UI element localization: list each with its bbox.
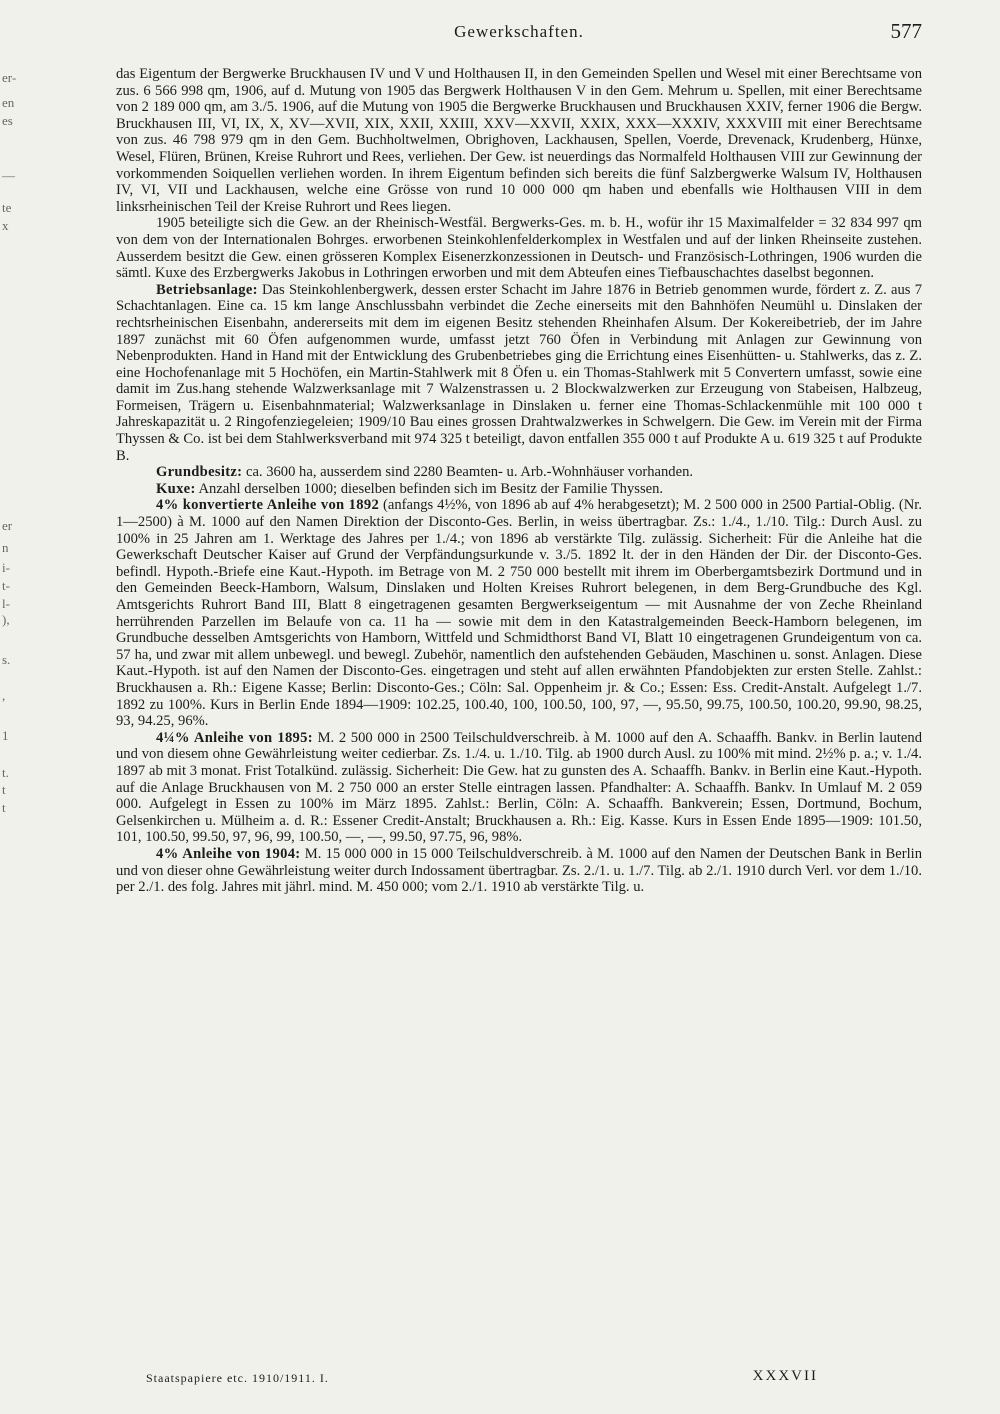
section-label: Grundbesitz:: [156, 464, 243, 481]
page-footer: [146, 1368, 818, 1388]
left-margin-fragments: [0, 0, 20, 1414]
margin-fragment: en: [2, 95, 15, 110]
margin-fragment: t.: [2, 765, 9, 780]
paragraph-participation: 1905 beteiligte sich die Gew. an der Rheinisch-Westfäl. Bergwerks-Ges. m. b. H., wofür ihr 15 Maximalfelder = 32 834 997 qm von dem von der Internationalen Bohrges. erworbenen Steinkohlenfelderkomplex in Westfalen und auf der linken Rheinseite zustehen. Ausserdem besitzt die Gew. einen grösseren Komplex Eisenerzkonzessionen in Deutsch- und Französisch-Lothringen, 1906 wurden die sämtl. Kuxe des Erzbergwerks Jakobus in Lothringen erworben und mit dem Abteufen eines Tiefbauschachtes daselbst begonnen.: [116, 215, 922, 282]
margin-fragment: l-: [2, 596, 10, 611]
margin-fragment: er: [2, 518, 13, 533]
section-label: 4% konvertierte Anleihe von 1892: [156, 497, 380, 514]
section-text: Anzahl derselben 1000; dieselben befinden sich im Besitz der Familie Thyssen.: [195, 480, 664, 497]
section-label: Kuxe:: [156, 480, 196, 497]
section-kuxe: [116, 481, 922, 498]
margin-fragment: er-: [2, 70, 17, 85]
section-text: M. 2 500 000 in 2500 Teilschuldverschreib. à M. 1000 auf den A. Schaaffh. Bankv. in Berlin lautend und von diesem ohne Gewährleistung weiter cedierbar. Zs. 1./4. u. 1./10. Tilg. ab 1900 durch Ausl. zu 100% mit mind. 2½% p. a.; v. 1./4. 1897 ab mit 3 monat. Frist Totalkünd. zulässig. Sicherheit: Die Gew. hat zu gunsten des A. Schaaffh. Bankv. in Berlin eine Kaut.-Hypoth. auf die Anlage Bruckhausen von M. 2 750 000 an erster Stelle eintragen lassen. Pfandhalter: A. Schaaffh. Bankv. In Umlauf M. 2 059 000. Aufgelegt in Essen zu 100% im März 1895. Zahlst.: Berlin, Cöln: A. Schaaffh. Bankverein; Essen, Dortmund, Bochum, Gelsenkirchen u. Mülheim a. d. R.: Essener Credit-Anstalt; Bruckhausen a. Rh.: Eig. Kasse. Kurs in Essen Ende 1895—1909: 101.50, 101, 100.50, 99.50, 97, 96, 99, 100.50, —, —, 99.50, 97.75, 96, 98%.: [116, 729, 922, 846]
page-number: 577: [890, 19, 922, 43]
margin-fragment: t: [2, 782, 6, 797]
section-label: 4% Anleihe von 1904:: [156, 845, 301, 862]
margin-fragment: x: [2, 218, 9, 233]
margin-fragment: te: [2, 200, 12, 215]
section-anleihe-1895: [116, 730, 922, 846]
footer-source: Staatspapiere etc. 1910/1911. I.: [146, 1371, 329, 1385]
paragraph-ownership: das Eigentum der Bergwerke Bruckhausen IV und V und Holthausen II, in den Gemeinden Spellen und Wesel mit einer Berechtsame von zus. 6 566 998 qm, 1906, auf d. Mutung von 1905 das Bergwerk Holthausen V in den Gem. Mehrum u. Spellen, mit einer Berechtsame von 2 189 000 qm, am 3./5. 1906, auf die Mutung von 1905 die Bergwerke Bruckhausen und Bruckhausen XXIV, ferner 1906 die Bergw. Bruckhausen III, VI, IX, X, XV—XVII, XIX, XXII, XXIII, XXV—XXVII, XXIX, XXX—XXXIV, XXXVIII mit einer Berechtsame von zus. 46 798 979 qm in den Gem. Buchholtwelmen, Obrighoven, Lackhausen, Spellen, Voerde, Drevenack, Krudenberg, Hünxe, Wesel, Flüren, Brünen, Kreise Ruhrort und Rees, verliehen. Der Gew. ist neuerdings das Normalfeld Holthausen VIII zur Gewinnung der vorkommenden Soiquellen verliehen worden. In ihrem Eigentum befinden sich bereits die fünf Salzbergwerke Walsum IV, Holthausen IV, VI, VII und Lackhausen, welche eine Grösse von rund 10 000 000 qm haben und ebenfalls wie Holthausen VIII in dem linksrheinischen Teil der Kreise Ruhrort und Rees liegen.: [116, 66, 922, 215]
section-label: Betriebsanlage:: [156, 281, 258, 298]
section-text: Das Steinkohlenbergwerk, dessen erster Schacht im Jahre 1876 in Betrieb genommen wurde, fördert z. Z. aus 7 Schachtanlagen. Eine ca. 15 km lange Anschlussbahn verbindet die Zeche einerseits mit den Bahnhöfen Neumühl u. Dinslaken der rechtsrheinischen Eisenbahn, andererseits mit dem im eigenen Besitz stehenden Rheinhafen Alsum. Der Kokereibetrieb, der im Jahre 1897 zunächst mit 60 Öfen aufgenommen wurde, umfasst jetzt 760 Öfen in Verbindung mit Anlagen zur Gewinnung von Nebenprodukten. Hand in Hand mit der Entwicklung des Grubenbetriebes ging die Errichtung eines Eisenhütten- u. Stahlwerks, das z. Z. eine Hochofenanlage mit 5 Hochöfen, ein Martin-Stahlwerk mit 8 Öfen u. ein Thomas-Stahlwerk mit 5 Convertern umfasst, sowie eine damit im Zus.hang stehende Walzwerksanlage mit 7 Walzenstrassen u. 2 Blockwalzwerken zur Erzeugung von Stabeisen, Halbzeug, Formeisen, Trägern u. Eisenbahnmaterial; Walzwerksanlage in Dinslaken u. ferner eine Thomas-Schlackenmühle mit 100 000 t Jahreskapazität u. 2 Ringofenziegeleien; 1909/10 Bau eines grossen Drahtwalzwerkes in Schwelgern. Die Gew. im Verein mit der Firma Thyssen & Co. ist bei dem Stahlwerksverband mit 974 325 t beteiligt, davon entfallen 355 000 t auf Produkte A u. 619 325 t auf Produkte B.: [116, 281, 922, 464]
section-label: 4¼% Anleihe von 1895:: [156, 729, 313, 746]
margin-fragment: i-: [2, 560, 10, 575]
section-anleihe-1892: [116, 497, 922, 729]
running-head: Gewerkschaften.: [454, 22, 584, 41]
section-grundbesitz: [116, 464, 922, 481]
section-text: (anfangs 4½%, von 1896 ab auf 4% herabgesetzt); M. 2 500 000 in 2500 Partial-Oblig. (Nr. 1—2500) à M. 1000 auf den Namen Direktion der Disconto-Ges. Berlin, in weiss übertragbar. Zs.: 1./4., 1./10. Tilg.: Durch Ausl. zu 100% in 25 Jahren am 1. Werktage des Jahres per 1./4.; von 1896 ab verstärkte Tilg. zulässig. Sicherheit: Für die Anleihe hat die Gewerkschaft Deutscher Kaiser auf Grund der Verpfändungsurkunde v. 3./5. 1892 lt. der in den Händen der Dir. der Disconto-Ges. befindl. Hypoth.-Briefe eine Kaut.-Hypoth. im Betrage von M. 2 750 000 bestellt mit ihrem im Oberbergamtsbezirk Dortmund und in den Gemeinden Beeck-Hamborn, Walsum, Dinslaken und Holten Kreises Ruhrort belegenen, in dem Berg-Grundbuche des Kgl. Amtsgerichts Ruhrort Band III, Blatt 8 eingetragenen gesamten Bergwerkseigentum — mit Ausnahme der von Zeche Rheinland herrührenden Parzellen im Belaufe von ca. 11 ha — sowie mit dem in den Katastralgemeinden Beeck-Hamborn belegenen, im Grundbuche desselben Amtsgerichts von Hamborn, Wittfeld und Schmidthorst Band VI, Blatt 10 eingetragenen Grundeigentum von ca. 57 ha, und zwar mit allem unbewegl. und bewegl. Zubehör, namentlich den aufstehenden Gebäuden, Maschinen u. sonst. Anlagen. Diese Kaut.-Hypoth. ist auf den Namen der Disconto-Ges. eingetragen und steht auf allen erwähnten Pfandobjekten zur ersten Stelle. Zahlst.: Bruckhausen a. Rh.: Eigene Kasse; Berlin: Disconto-Ges.; Cöln: Sal. Oppenheim jr. & Co.; Essen: Ess. Credit-Anstalt. Aufgelegt 1./7. 1892 zu 100%. Kurs in Berlin Ende 1894—1909: 102.25, 100.40, 100, 100.50, 100, 97, —, 95.50, 99.75, 100.50, 100.20, 99.90, 98.25, 93, 94.25, 96%.: [116, 497, 923, 730]
margin-fragment: ),: [2, 612, 10, 627]
signature-mark: XXXVII: [752, 1368, 818, 1384]
section-text: ca. 3600 ha, ausserdem sind 2280 Beamten- u. Arb.-Wohnhäuser vorhanden.: [242, 464, 694, 481]
margin-fragment: ,: [2, 688, 6, 703]
margin-fragment: es: [2, 113, 13, 128]
page-header: [116, 19, 922, 52]
section-text: M. 15 000 000 in 15 000 Teilschuldverschreib. à M. 1000 auf den Namen der Deutschen Bank in Berlin und von dieser ohne Gewährleistung weiter durch Indossament übertragbar. Zs. 2./1. u. 1./7. Tilg. ab 2./1. 1910 durch Verl. vor dem 1./10. per 2./1. des folg. Jahres mit jährl. mind. M. 450 000; vom 2./1. 1910 ab verstärkte Tilg. u.: [116, 845, 923, 896]
margin-fragment: 1: [2, 728, 9, 743]
margin-fragment: t: [2, 800, 6, 815]
page-body: [116, 66, 922, 896]
margin-fragment: s.: [2, 652, 11, 667]
section-anleihe-1904: [116, 846, 922, 896]
margin-fragment: t-: [2, 578, 10, 593]
section-betriebsanlage: [116, 282, 922, 465]
margin-fragment: n: [2, 540, 9, 555]
margin-fragment: —: [2, 168, 15, 183]
